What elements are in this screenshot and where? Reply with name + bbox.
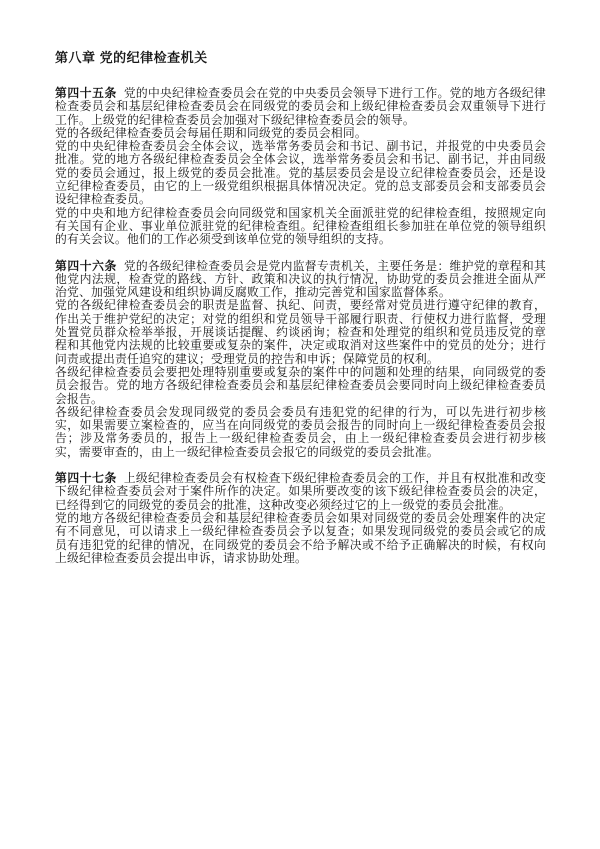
paragraph: 各级纪律检查委员会发现同级党的委员会委员有违犯党的纪律的行为，可以先进行初步核实，如果需要立案检查的，应当在向同级党的委员会报告的同时向上一级纪律检查委员会报告；涉及常务委员的，报告上一级纪律检查委员会，由上一级纪律检查委员会进行初步核实，需要审查的，由上一级纪律检查委员会报它的同级党的委员会批准。 (55, 404, 546, 459)
paragraph: 党的地方各级纪律检查委员会和基层纪律检查委员会如果对同级党的委员会处理案件的决定有不同意见，可以请求上一级纪律检查委员会予以复查；如果发现同级党的委员会或它的成员有违犯党的纪律的情况，在同级党的委员会不给予解决或不给予正确解决的时候，有权向上级纪律检查委员会提出申诉，请求协助处理。 (55, 510, 546, 565)
paragraph (55, 260, 546, 300)
chapter-title: 第八章 党的纪律检查机关 (55, 50, 208, 65)
paragraph (55, 472, 546, 512)
paragraph: 党的中央纪律检查委员会全体会议，选举常务委员会和书记、副书记，并报党的中央委员会批准。党的地方各级纪律检查委员会全体会议，选举常务委员会和书记、副书记，并由同级党的委员会通过，报上级党的委员会批准。党的基层委员会是设立纪律检查委员会，还是设立纪律检查委员，由它的上一级党组织根据具体情况决定。党的总支部委员会和支部委员会设纪律检查委员。 (55, 139, 546, 207)
article-47-section (55, 472, 546, 565)
paragraph: 党的各级纪律检查委员会每届任期和同级党的委员会相同。 (55, 125, 367, 140)
paragraph (55, 87, 546, 127)
article-46-number-label: 第四十六条 (55, 258, 117, 273)
article-47-number-label: 第四十七条 (55, 471, 117, 486)
paragraph: 党的各级纪律检查委员会的职责是监督、执纪、问责，要经常对党员进行遵守纪律的教育，作出关于维护党纪的决定；对党的组织和党员领导干部履行职责、行使权力进行监督，受理处置党员群众检举举报，开展谈话提醒、约谈函询；检查和处理党的组织和党员违反党的章程和其他党内法规的比较重要或复杂的案件，决定或取消对这些案件中的党员的处分；进行问责或提出责任追究的建议；受理党员的控告和申诉；保障党员的权利。 (55, 298, 546, 366)
paragraph-text: 党的中央纪律检查委员会在党的中央委员会领导下进行工作。党的地方各级纪律检查委员会和基层纪律检查委员会在同级党的委员会和上级纪律检查委员会双重领导下进行工作。上级党的纪律检查委员会加强对下级纪律检查委员会的领导。 (55, 86, 546, 127)
paragraph: 党的中央和地方纪律检查委员会向同级党和国家机关全面派驻党的纪律检查组，按照规定向有关国有企业、事业单位派驻党的纪律检查组。纪律检查组组长参加驻在单位党的领导组织的有关会议。他们的工作必须受到该单位党的领导组织的支持。 (55, 205, 546, 247)
article-45-section (55, 87, 546, 247)
article-46-section (55, 260, 546, 459)
paragraph: 各级纪律检查委员会要把处理特别重要或复杂的案件中的问题和处理的结果，向同级党的委员会报告。党的地方各级纪律检查委员会和基层纪律检查委员会要同时向上级纪律检查委员会报告。 (55, 364, 546, 406)
paragraph-text: 党的各级纪律检查委员会是党内监督专责机关，主要任务是：维护党的章程和其他党内法规，检查党的路线、方针、政策和决议的执行情况，协助党的委员会推进全面从严治党、加强党风建设和组织协调反腐败工作，推动完善党和国家监督体系。 (55, 258, 546, 300)
paragraph-text: 上级纪律检查委员会有权检查下级纪律检查委员会的工作，并且有权批准和改变下级纪律检查委员会对于案件所作的决定。如果所要改变的该下级纪律检查委员会的决定，已经得到它的同级党的委员会的批准，这种改变必须经过它的上一级党的委员会批准。 (55, 471, 546, 512)
article-45-number-label: 第四十五条 (55, 86, 117, 100)
